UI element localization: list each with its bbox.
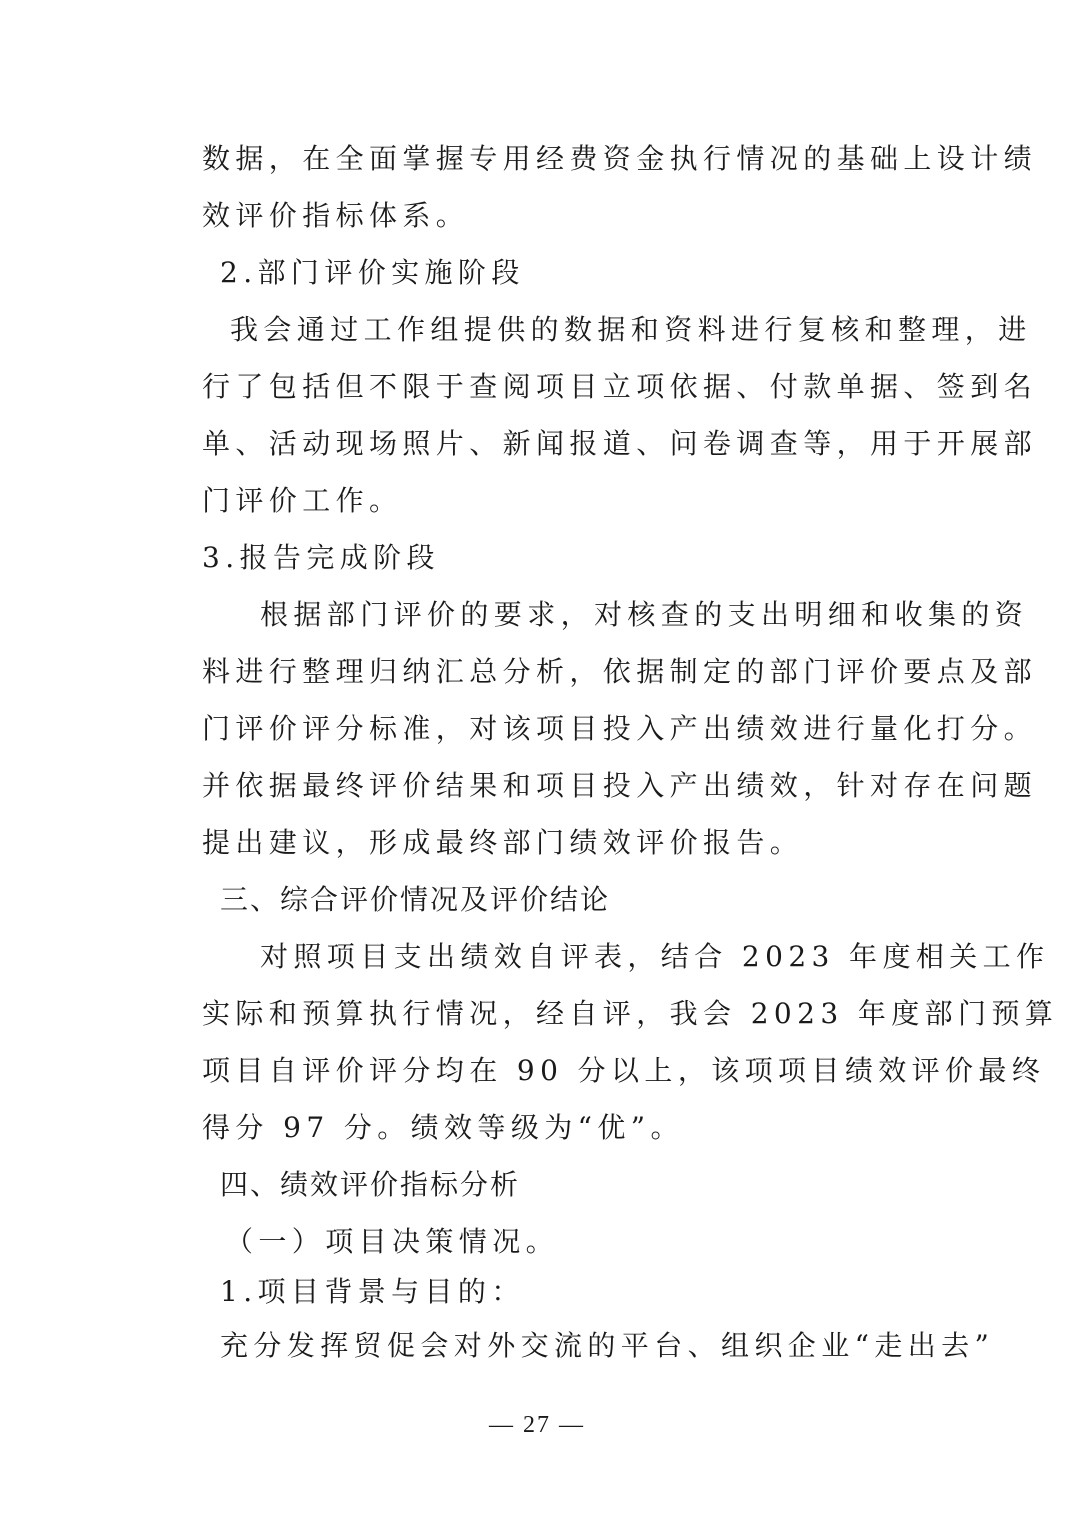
body-text-line: 门评价工作。 xyxy=(202,484,403,517)
body-text-line: 实际和预算执行情况，经自评，我会 2023 年度部门预算 xyxy=(202,997,1059,1030)
body-text-line: 根据部门评价的要求，对核查的支出明细和收集的资 xyxy=(260,598,1029,631)
body-text-line: 项目自评价评分均在 90 分以上，该项项目绩效评价最终 xyxy=(202,1054,1046,1087)
section-subheading: 3.报告完成阶段 xyxy=(202,541,440,574)
body-text-line: 提出建议，形成最终部门绩效评价报告。 xyxy=(202,826,804,859)
section-heading: 三、综合评价情况及评价结论 xyxy=(220,883,611,916)
section-heading: 四、绩效评价指标分析 xyxy=(220,1168,521,1201)
body-text-line: 效评价指标体系。 xyxy=(202,199,470,232)
subsection-heading: （一）项目决策情况。 xyxy=(225,1225,560,1258)
body-text-line: 并依据最终评价结果和项目投入产出绩效，针对存在问题 xyxy=(202,769,1038,802)
section-subheading: 1.项目背景与目的： xyxy=(220,1275,525,1308)
section-subheading: 2.部门评价实施阶段 xyxy=(220,256,525,289)
body-text-line: 充分发挥贸促会对外交流的平台、组织企业“走出去” xyxy=(220,1329,995,1362)
page-number: — 27 — xyxy=(489,1412,585,1438)
body-text-line: 行了包括但不限于查阅项目立项依据、付款单据、签到名 xyxy=(202,370,1038,403)
body-text-line: 对照项目支出绩效自评表，结合 2023 年度相关工作 xyxy=(260,940,1050,973)
body-text-line: 门评价评分标准，对该项目投入产出绩效进行量化打分。 xyxy=(202,712,1038,745)
body-text-line: 料进行整理归纳汇总分析，依据制定的部门评价要点及部 xyxy=(202,655,1038,688)
body-text-line: 数据，在全面掌握专用经费资金执行情况的基础上设计绩 xyxy=(202,142,1038,175)
body-text-line: 单、活动现场照片、新闻报道、问卷调查等，用于开展部 xyxy=(202,427,1038,460)
body-text-line: 我会通过工作组提供的数据和资料进行复核和整理，进 xyxy=(230,313,1032,346)
body-text-line: 得分 97 分。绩效等级为“优”。 xyxy=(202,1111,684,1144)
